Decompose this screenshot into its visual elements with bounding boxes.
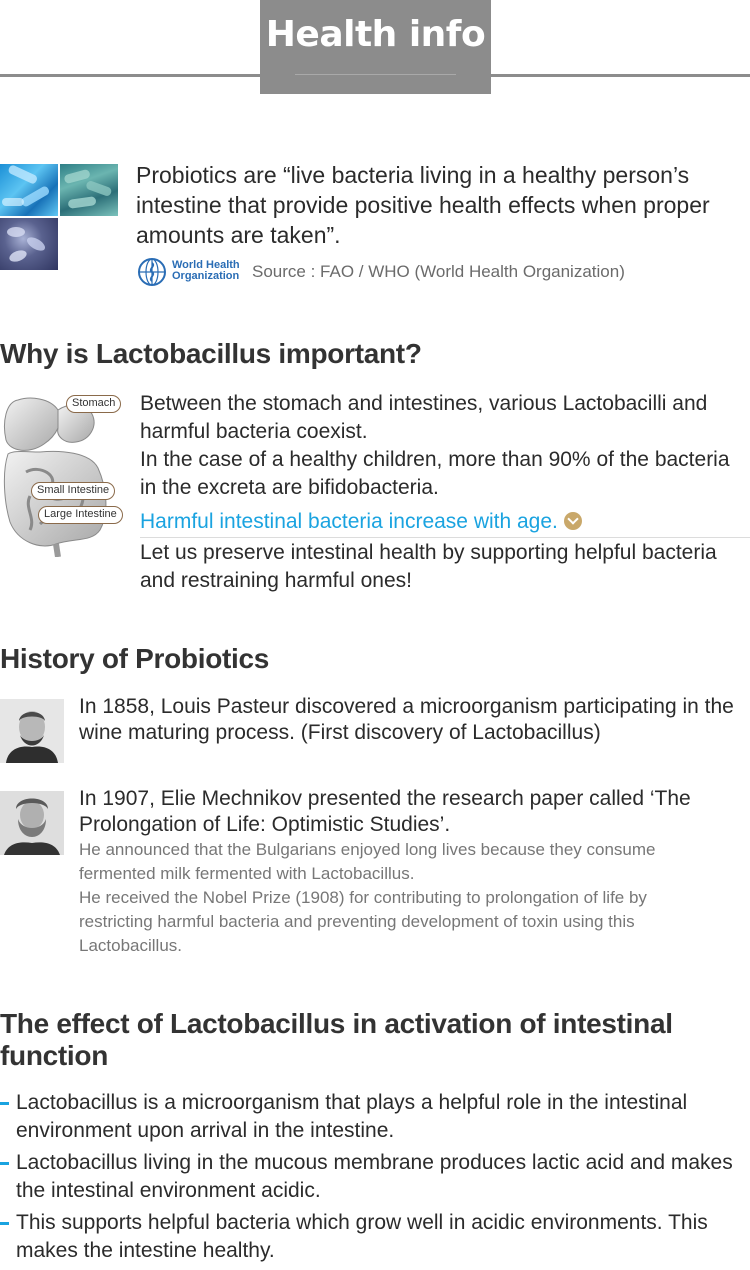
who-logo-text <box>172 260 240 282</box>
effect-bullet-text: This supports helpful bacteria which grow well in acidic environments. This makes the intestine healthy. <box>16 1211 708 1262</box>
source-citation: Source : FAO / WHO (World Health Organization) <box>252 262 625 281</box>
digestive-system-icon <box>0 392 130 557</box>
mechnikov-detail-2: He received the Nobel Prize (1908) for contributing to prolongation of life by restricting harmful bacteria and preventing development of toxin using this Lactobacillus. <box>79 888 647 955</box>
why-paragraph-3: Let us preserve intestinal health by supporting helpful bacteria and restraining harmful ones! <box>140 541 717 592</box>
title-underline <box>295 74 456 75</box>
small-intestine-label: Small Intestine <box>31 482 115 500</box>
effect-bullet-text: Lactobacillus living in the mucous membrane produces lactic acid and makes the intestinal environment acidic. <box>16 1151 733 1202</box>
pasteur-portrait <box>0 699 64 763</box>
bullet-dash-icon <box>0 1222 9 1225</box>
bullet-dash-icon <box>0 1102 9 1105</box>
who-emblem-icon <box>136 257 168 287</box>
who-logo <box>136 257 240 287</box>
page-header <box>0 0 750 94</box>
mechnikov-text: In 1907, Elie Mechnikov presented the research paper called ‘The Prolongation of Life: Optimistic Studies’. <box>79 787 691 836</box>
who-logo-line1: World Health <box>172 259 240 271</box>
stomach-label: Stomach <box>66 395 121 413</box>
effect-section-title: The effect of Lactobacillus in activation of intestinal function <box>0 1008 673 1071</box>
probiotics-definition: Probiotics are “live bacteria living in a healthy person’s intestine that provide positive health effects when proper amounts are taken”. <box>136 162 710 248</box>
pasteur-text: In 1858, Louis Pasteur discovered a microorganism participating in the wine maturing process. (First discovery of Lactobacillus) <box>79 695 734 744</box>
bacteria-image-blue <box>0 164 58 216</box>
bacteria-image-green <box>60 164 118 216</box>
effect-bullet <box>0 1209 750 1265</box>
large-intestine-label: Large Intestine <box>38 506 123 524</box>
why-paragraph-1: Between the stomach and intestines, various Lactobacilli and harmful bacteria coexist. <box>140 392 708 443</box>
bacteria-image-purple <box>0 218 58 270</box>
history-section-title: History of Probiotics <box>0 643 270 674</box>
chevron-down-icon[interactable] <box>564 512 582 530</box>
effect-bullet <box>0 1089 750 1145</box>
header-title-box <box>260 0 491 94</box>
page-title: Health info <box>265 14 486 55</box>
effect-bullet-text: Lactobacillus is a microorganism that plays a helpful role in the intestinal environment upon arrival in the intestine. <box>16 1091 688 1142</box>
bullet-dash-icon <box>0 1162 9 1165</box>
why-paragraph-2: In the case of a healthy children, more than 90% of the bacteria in the excreta are bifidobacteria. <box>140 448 730 499</box>
age-bacteria-highlight-text: Harmful intestinal bacteria increase with age. <box>140 510 558 533</box>
who-logo-line2: Organization <box>172 270 240 282</box>
mechnikov-detail-1: He announced that the Bulgarians enjoyed long lives because they consume fermented milk fermented with Lactobacillus. <box>79 840 656 883</box>
bacteria-images <box>0 164 118 272</box>
age-bacteria-highlight[interactable] <box>140 508 750 538</box>
effect-bullet <box>0 1149 750 1205</box>
digestive-diagram <box>0 392 130 557</box>
why-section-title: Why is Lactobacillus important? <box>0 338 422 369</box>
mechnikov-portrait <box>0 791 64 855</box>
